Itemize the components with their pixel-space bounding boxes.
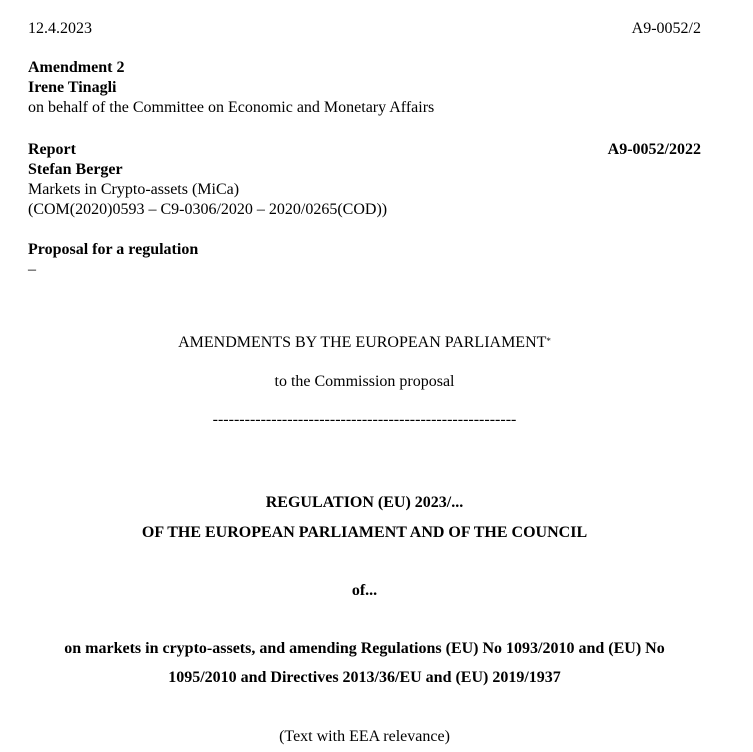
document-reference: A9-0052/2: [631, 20, 701, 37]
report-label: Report: [28, 141, 76, 158]
amendment-on-behalf: on behalf of the Committee on Economic and Monetary Affairs: [28, 99, 435, 116]
regulation-of: of...: [351, 582, 378, 599]
report-reference: A9-0052/2022: [607, 141, 701, 158]
amendments-subtitle: to the Commission proposal: [274, 373, 455, 390]
proposal-label: Proposal for a regulation: [28, 241, 199, 258]
separator-line: ---------------------------------------------------------: [212, 411, 517, 428]
eea-relevance: (Text with EEA relevance): [279, 728, 450, 745]
proposal-dash: –: [28, 261, 36, 278]
amendment-author: Irene Tinagli: [28, 79, 117, 96]
regulation-title: REGULATION (EU) 2023/...: [265, 494, 464, 511]
regulation-subject-line-1: on markets in crypto-assets, and amending Regulations (EU) No 1093/2010 and (EU) No: [64, 640, 665, 657]
regulation-subtitle: OF THE EUROPEAN PARLIAMENT AND OF THE COUNCIL: [141, 524, 588, 541]
report-title: Markets in Crypto-assets (MiCa): [28, 181, 240, 198]
report-procedure: (COM(2020)0593 – C9-0306/2020 – 2020/0265(COD)): [28, 201, 388, 218]
report-rapporteur: Stefan Berger: [28, 161, 123, 178]
amendments-heading-title: AMENDMENTS BY THE EUROPEAN PARLIAMENT: [178, 334, 547, 351]
regulation-subject-line-2: 1095/2010 and Directives 2013/36/EU and (EU) 2019/1937: [168, 669, 561, 686]
footnote-marker: *: [546, 336, 551, 346]
amendment-label: Amendment 2: [28, 59, 125, 76]
document-date: 12.4.2023: [28, 20, 92, 37]
amendments-heading: [0, 333, 729, 353]
